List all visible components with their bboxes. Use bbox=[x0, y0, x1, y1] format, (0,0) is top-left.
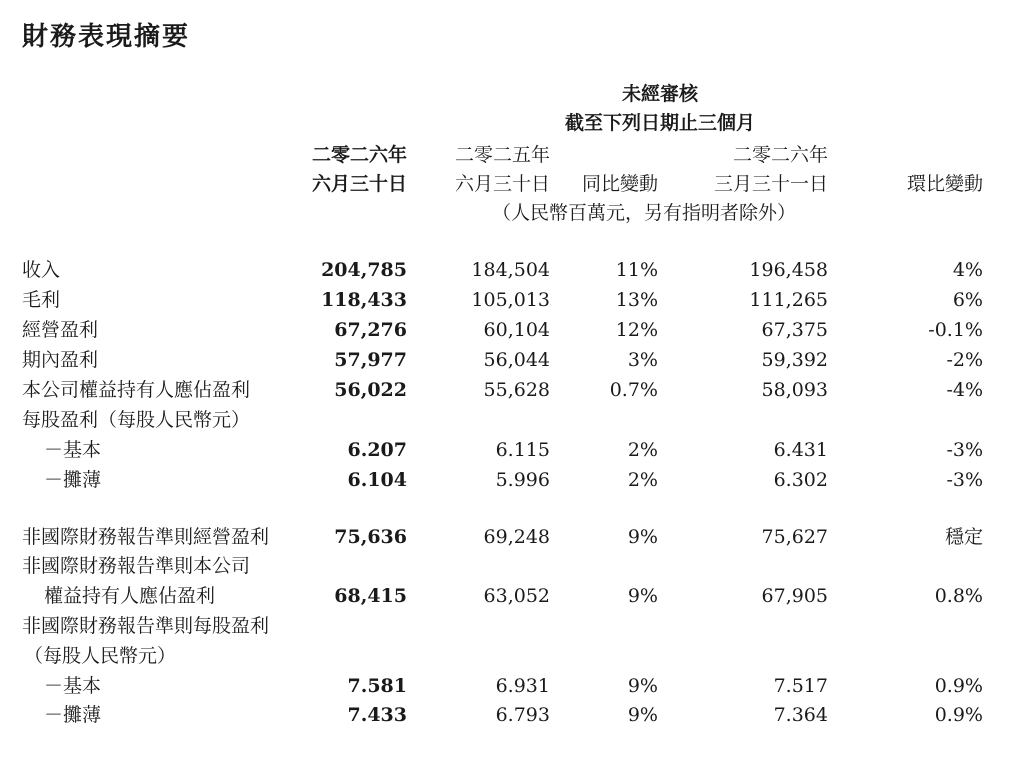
cell-qoq: 穩定 bbox=[944, 526, 983, 548]
header-period: 截至下列日期止三個月 bbox=[564, 112, 755, 134]
cell-current: 7.581 bbox=[347, 675, 407, 697]
header-col5: 環比變動 bbox=[906, 173, 983, 195]
cell-yoy: 9% bbox=[627, 526, 658, 548]
table-row bbox=[0, 286, 1024, 315]
cell-current: 56,022 bbox=[334, 379, 407, 401]
cell-prior-quarter: 67,375 bbox=[761, 319, 828, 341]
header-col1-line2: 六月三十日 bbox=[311, 173, 407, 195]
cell-current: 7.433 bbox=[347, 704, 407, 726]
cell-current: 6.104 bbox=[347, 469, 407, 491]
cell-prior-year: 60,104 bbox=[483, 319, 550, 341]
cell-prior-quarter: 6.302 bbox=[773, 469, 828, 491]
table-row bbox=[0, 523, 1024, 552]
cell-prior-year: 63,052 bbox=[483, 585, 550, 607]
cell-yoy: 0.7% bbox=[609, 379, 658, 401]
table-row bbox=[0, 256, 1024, 285]
header-unaudited: 未經審核 bbox=[621, 83, 698, 105]
cell-prior-year: 6.115 bbox=[495, 439, 550, 461]
row-label: 經營盈利 bbox=[22, 319, 99, 341]
table-row bbox=[0, 642, 1024, 671]
header-col2-line2: 六月三十日 bbox=[454, 173, 550, 195]
row-label: 非國際財務報告準則經營盈利 bbox=[22, 526, 270, 548]
cell-yoy: 11% bbox=[615, 259, 658, 281]
cell-qoq: 6% bbox=[952, 289, 983, 311]
table-row bbox=[0, 582, 1024, 611]
table-row bbox=[0, 346, 1024, 375]
cell-prior-year: 6.931 bbox=[495, 675, 550, 697]
cell-yoy: 2% bbox=[627, 439, 658, 461]
cell-prior-quarter: 196,458 bbox=[749, 259, 828, 281]
cell-prior-year: 69,248 bbox=[483, 526, 550, 548]
row-label: 本公司權益持有人應佔盈利 bbox=[22, 379, 251, 401]
table-row bbox=[0, 316, 1024, 345]
page-title: 財務表現摘要 bbox=[22, 22, 191, 52]
table-row bbox=[0, 701, 1024, 730]
cell-qoq: -3% bbox=[946, 469, 983, 491]
cell-yoy: 12% bbox=[615, 319, 658, 341]
cell-prior-year: 5.996 bbox=[495, 469, 550, 491]
cell-prior-quarter: 58,093 bbox=[761, 379, 828, 401]
header-unit-note: （人民幣百萬元，另有指明者除外） bbox=[492, 202, 797, 224]
row-label: －基本 bbox=[44, 439, 102, 461]
cell-current: 6.207 bbox=[347, 439, 407, 461]
table-row bbox=[0, 466, 1024, 495]
row-label: （每股人民幣元） bbox=[24, 645, 177, 667]
cell-current: 68,415 bbox=[334, 585, 407, 607]
cell-current: 67,276 bbox=[334, 319, 407, 341]
row-label: 毛利 bbox=[22, 289, 61, 311]
cell-yoy: 13% bbox=[615, 289, 658, 311]
header-col2-line1: 二零二五年 bbox=[454, 144, 550, 166]
row-label: 期內盈利 bbox=[22, 349, 99, 371]
header-col1-line1: 二零二六年 bbox=[311, 144, 407, 166]
cell-current: 57,977 bbox=[334, 349, 407, 371]
table-row bbox=[0, 376, 1024, 405]
row-label: －基本 bbox=[44, 675, 102, 697]
cell-prior-quarter: 59,392 bbox=[761, 349, 828, 371]
row-label: 收入 bbox=[22, 259, 61, 281]
cell-prior-year: 56,044 bbox=[483, 349, 550, 371]
cell-qoq: -3% bbox=[946, 439, 983, 461]
cell-current: 204,785 bbox=[321, 259, 407, 281]
cell-prior-year: 105,013 bbox=[471, 289, 550, 311]
cell-qoq: 0.9% bbox=[934, 675, 983, 697]
header-col4-line1: 二零二六年 bbox=[732, 144, 828, 166]
cell-prior-year: 6.793 bbox=[495, 704, 550, 726]
header-col4-line2: 三月三十一日 bbox=[713, 173, 828, 195]
cell-prior-quarter: 67,905 bbox=[761, 585, 828, 607]
cell-qoq: 0.9% bbox=[934, 704, 983, 726]
row-label: 權益持有人應佔盈利 bbox=[44, 585, 216, 607]
table-row bbox=[0, 552, 1024, 581]
cell-qoq: -0.1% bbox=[928, 319, 983, 341]
cell-qoq: -4% bbox=[946, 379, 983, 401]
cell-yoy: 9% bbox=[627, 704, 658, 726]
cell-prior-year: 55,628 bbox=[483, 379, 550, 401]
cell-prior-year: 184,504 bbox=[471, 259, 550, 281]
cell-current: 118,433 bbox=[321, 289, 407, 311]
table-row bbox=[0, 436, 1024, 465]
row-label: 非國際財務報告準則本公司 bbox=[22, 555, 251, 577]
header-col3: 同比變動 bbox=[581, 173, 658, 195]
row-label: 每股盈利（每股人民幣元） bbox=[22, 409, 251, 431]
cell-qoq: -2% bbox=[946, 349, 983, 371]
cell-prior-quarter: 7.364 bbox=[773, 704, 828, 726]
cell-prior-quarter: 111,265 bbox=[749, 289, 828, 311]
row-label: －攤薄 bbox=[44, 469, 102, 491]
cell-yoy: 9% bbox=[627, 585, 658, 607]
cell-yoy: 9% bbox=[627, 675, 658, 697]
cell-qoq: 0.8% bbox=[934, 585, 983, 607]
cell-prior-quarter: 7.517 bbox=[773, 675, 828, 697]
table-row bbox=[0, 612, 1024, 641]
table-row bbox=[0, 672, 1024, 701]
table-row bbox=[0, 406, 1024, 435]
cell-current: 75,636 bbox=[334, 526, 407, 548]
cell-yoy: 2% bbox=[627, 469, 658, 491]
cell-prior-quarter: 75,627 bbox=[761, 526, 828, 548]
cell-yoy: 3% bbox=[627, 349, 658, 371]
row-label: 非國際財務報告準則每股盈利 bbox=[22, 615, 270, 637]
row-label: －攤薄 bbox=[44, 704, 102, 726]
cell-qoq: 4% bbox=[952, 259, 983, 281]
cell-prior-quarter: 6.431 bbox=[773, 439, 828, 461]
